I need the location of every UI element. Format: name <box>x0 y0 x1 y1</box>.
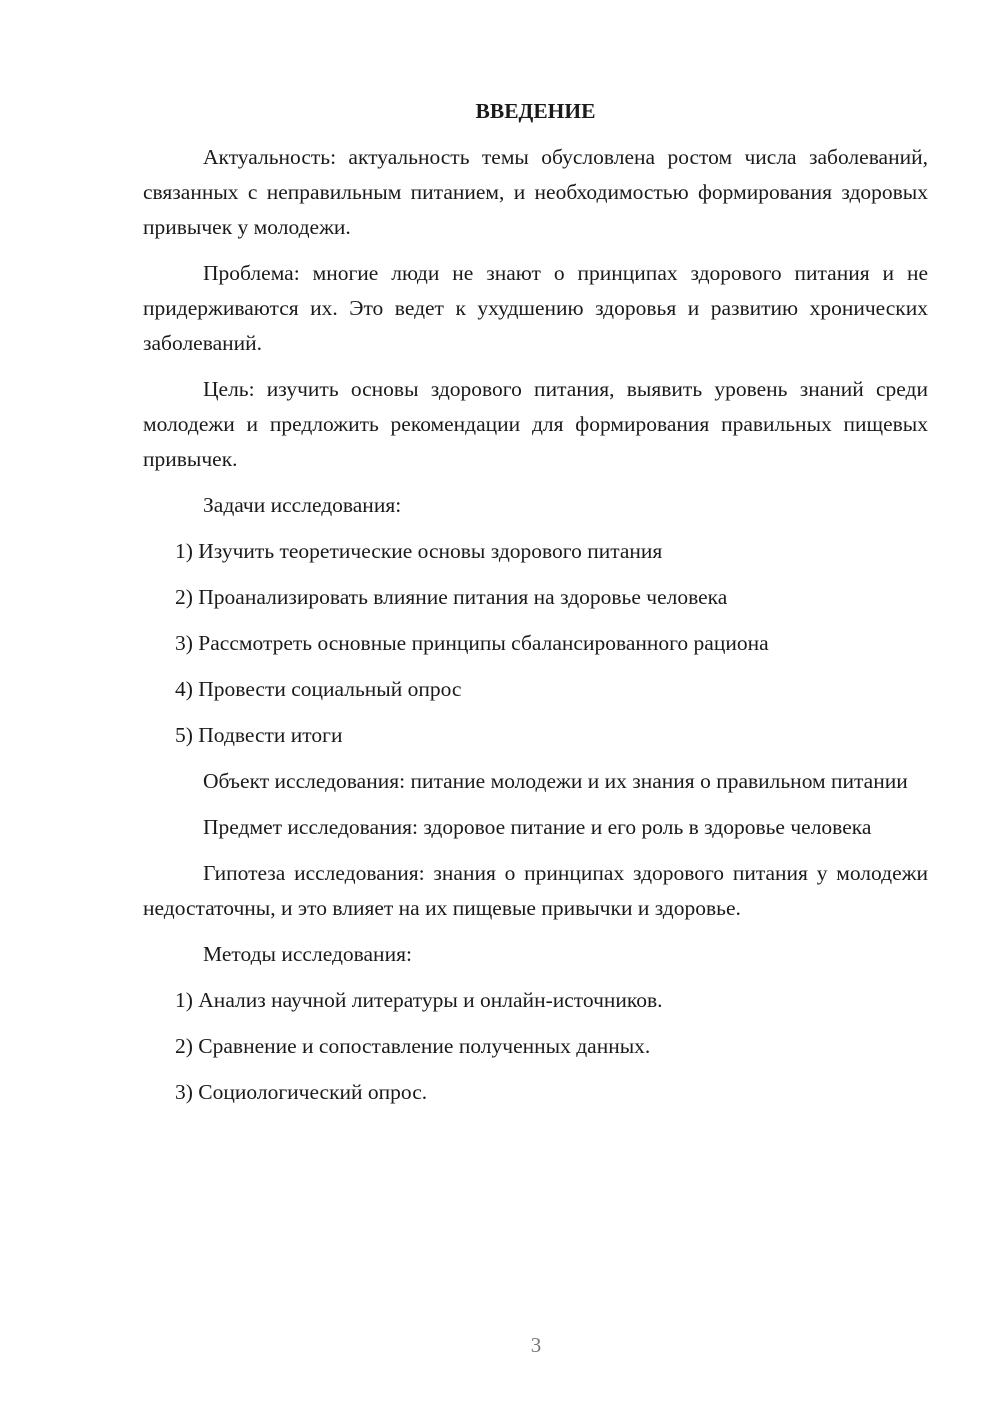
methods-heading: Методы исследования: <box>203 942 412 966</box>
task-item: 2) Проанализировать влияние питания на здоровье человека <box>175 585 728 609</box>
task-item: 3) Рассмотреть основные принципы сбалансированного рациона <box>175 631 769 655</box>
method-item: 1) Анализ научной литературы и онлайн-источников. <box>175 988 663 1012</box>
task-item: 5) Подвести итоги <box>175 723 343 747</box>
subject-paragraph: Предмет исследования: здоровое питание и его роль в здоровье человека <box>203 815 872 839</box>
goal-paragraph: Цель: изучить основы здорового питания, выявить уровень знаний среди молодежи и предложить рекомендации для формирования правильных пищевых привычек. <box>143 377 928 471</box>
relevance-paragraph: Актуальность: актуальность темы обусловлена ростом числа заболеваний, связанных с неправильным питанием, и необходимостью формирования здоровых привычек у молодежи. <box>143 145 928 239</box>
task-item: 1) Изучить теоретические основы здорового питания <box>175 539 663 563</box>
object-paragraph: Объект исследования: питание молодежи и их знания о правильном питании <box>203 769 908 793</box>
problem-paragraph: Проблема: многие люди не знают о принципах здорового питания и не придерживаются их. Это ведет к ухудшению здоровья и развитию хронических заболеваний. <box>143 261 928 355</box>
hypothesis-paragraph: Гипотеза исследования: знания о принципах здорового питания у молодежи недостаточны, и это влияет на их пищевые привычки и здоровье. <box>143 861 928 920</box>
method-item: 2) Сравнение и сопоставление полученных данных. <box>175 1034 651 1058</box>
document-body <box>143 96 928 1121</box>
tasks-heading: Задачи исследования: <box>203 493 402 517</box>
method-item: 3) Социологический опрос. <box>175 1080 428 1104</box>
page-number: 3 <box>530 1333 542 1357</box>
task-item: 4) Провести социальный опрос <box>175 677 462 701</box>
section-title: ВВЕДЕНИЕ <box>475 99 596 123</box>
